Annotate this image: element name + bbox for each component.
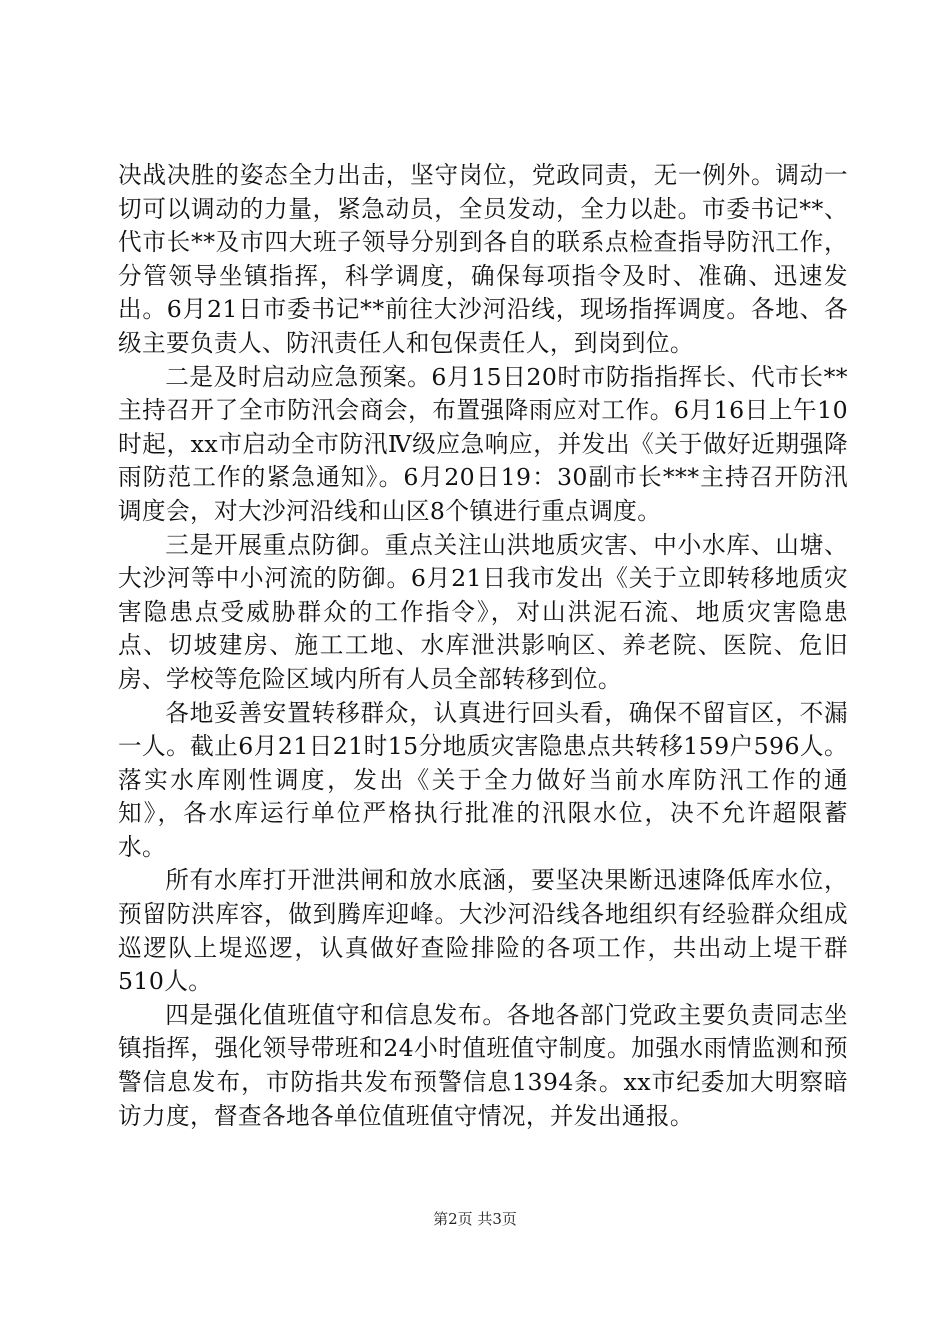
paragraph-3: 三是开展重点防御。重点关注山洪地质灾害、中小水库、山塘、大沙河等中小河流的防御。6月21日我市发出《关于立即转移地质灾害隐患点受威胁群众的工作指令》，对山洪泥石流、地质灾害隐患点、切坡建房、施工工地、水库泄洪影响区、养老院、医院、危旧房、学校等危险区域内所有人员全部转移到位。 bbox=[118, 530, 848, 693]
paragraph-4: 各地妥善安置转移群众，认真进行回头看，确保不留盲区，不漏一人。截止6月21日21时15分地质灾害隐患点共转移159户596人。落实水库刚性调度，发出《关于全力做好当前水库防汛工作的通知》，各水库运行单位严格执行批准的汛限水位，决不允许超限蓄水。 bbox=[118, 698, 848, 861]
paragraph-6: 四是强化值班值守和信息发布。各地各部门党政主要负责同志坐镇指挥，强化领导带班和24小时值班值守制度。加强水雨情监测和预警信息发布，市防指共发布预警信息1394条。xx市纪委加大明察暗访力度，督查各地各单位值班值守情况，并发出通报。 bbox=[118, 1000, 848, 1130]
body-text bbox=[118, 159, 848, 1133]
page-number-footer: 第2页 共3页 bbox=[433, 1210, 517, 1228]
paragraph-2: 二是及时启动应急预案。6月15日20时市防指指挥长、代市长**主持召开了全市防汛会商会，布置强降雨应对工作。6月16日上午10时起，xx市启动全市防汛Ⅳ级应急响应，并发出《关于做好近期强降雨防范工作的紧急通知》。6月20日19：30副市长***主持召开防汛调度会，对大沙河沿线和山区8个镇进行重点调度。 bbox=[118, 362, 848, 525]
paragraph-1: 决战决胜的姿态全力出击，坚守岗位，党政同责，无一例外。调动一切可以调动的力量，紧急动员，全员发动，全力以赴。市委书记**、代市长**及市四大班子领导分别到各自的联系点检查指导防汛工作，分管领导坐镇指挥，科学调度，确保每项指令及时、准确、迅速发出。6月21日市委书记**前往大沙河沿线，现场指挥调度。各地、各级主要负责人、防汛责任人和包保责任人，到岗到位。 bbox=[118, 161, 848, 357]
paragraph-5: 所有水库打开泄洪闸和放水底涵，要坚决果断迅速降低库水位，预留防洪库容，做到腾库迎峰。大沙河沿线各地组织有经验群众组成巡逻队上堤巡逻，认真做好查险排险的各项工作，共出动上堤干群510人。 bbox=[118, 866, 848, 996]
